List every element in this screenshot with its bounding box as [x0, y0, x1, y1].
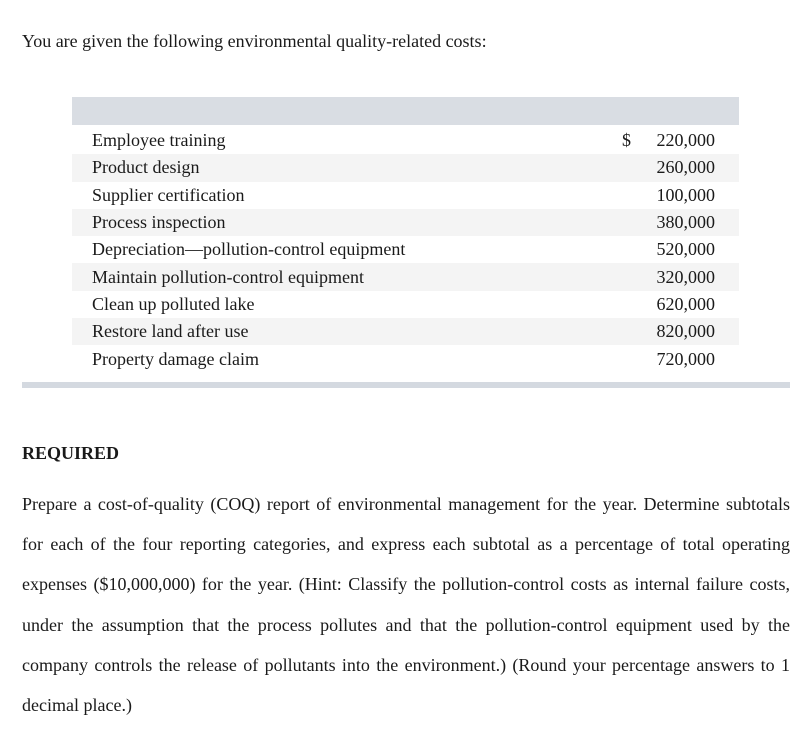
currency-symbol: $	[622, 130, 631, 151]
table-body	[72, 125, 739, 373]
cost-amount: 260,000	[656, 157, 715, 178]
cost-amount: 720,000	[656, 348, 715, 369]
table-header-bar	[72, 97, 739, 125]
required-instructions: Prepare a cost-of-quality (COQ) report of environmental management for the year. Determine subtotals for each of the four reporting categories, and express each subtotal as a percentage of total operating expenses ($10,000,000) for the year. (Hint: Classify the pollution-control costs as internal failure costs, under the assumption that the process pollutes and that the pollution-control equipment used by the company controls the release of pollutants into the environment.) (Round your percentage answers to 1 decimal place.)	[22, 494, 790, 716]
cost-amount: 100,000	[656, 184, 715, 205]
cost-table	[72, 97, 739, 373]
table-divider	[22, 382, 790, 388]
cost-amount: 220,000	[656, 130, 715, 151]
cost-label: Restore land after use	[92, 321, 249, 342]
table-row	[72, 236, 739, 263]
cost-label: Clean up polluted lake	[92, 293, 255, 314]
table-row	[72, 154, 739, 181]
cost-amount: 820,000	[656, 321, 715, 342]
cost-amount: 380,000	[656, 212, 715, 233]
cost-label: Product design	[92, 157, 200, 178]
intro-text: You are given the following environmental quality-related costs:	[22, 31, 487, 51]
required-heading: REQUIRED	[22, 443, 120, 463]
table-row	[72, 127, 739, 154]
table-row	[72, 209, 739, 236]
cost-amount: 320,000	[656, 266, 715, 287]
cost-label: Maintain pollution-control equipment	[92, 266, 364, 287]
cost-label: Employee training	[92, 130, 226, 151]
cost-label: Process inspection	[92, 212, 226, 233]
table-row	[72, 291, 739, 318]
table-row	[72, 182, 739, 209]
cost-label: Supplier certification	[92, 184, 245, 205]
cost-label: Property damage claim	[92, 348, 259, 369]
table-row	[72, 318, 739, 345]
cost-amount: 620,000	[656, 293, 715, 314]
cost-label: Depreciation—pollution-control equipment	[92, 239, 406, 260]
cost-amount: 520,000	[656, 239, 715, 260]
table-row	[72, 263, 739, 290]
table-row	[72, 345, 739, 372]
